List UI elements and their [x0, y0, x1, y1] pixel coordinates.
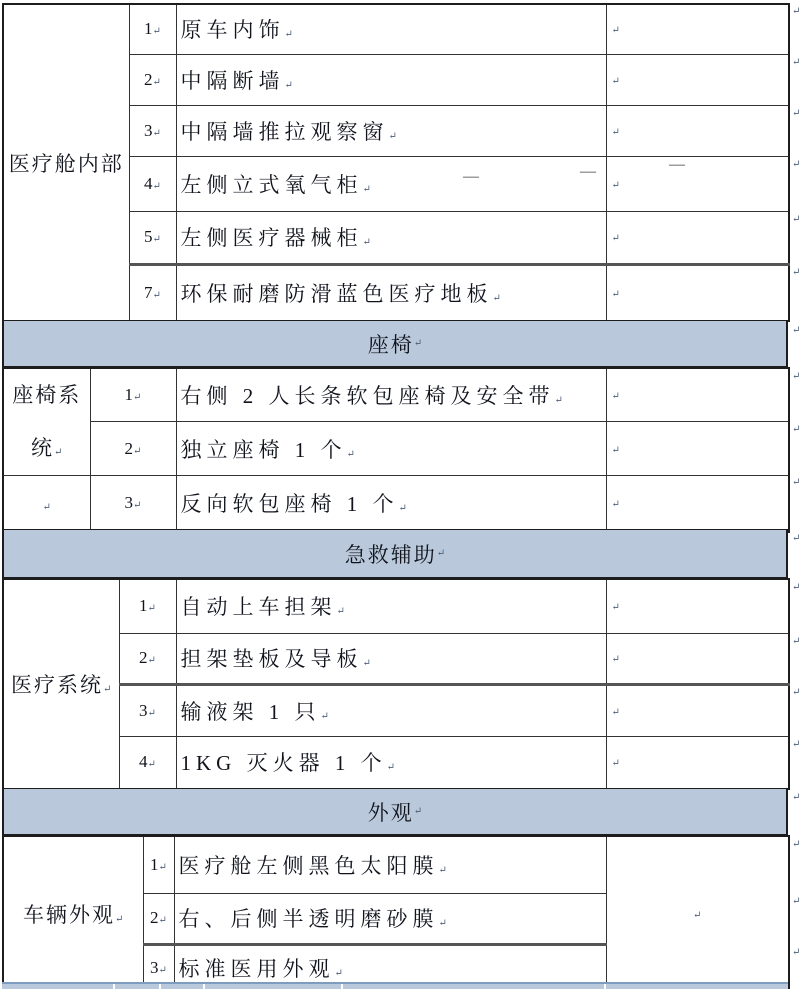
item-cell: 输液架 1 只↵ — [176, 684, 606, 736]
row-number-cell: 3↵ — [119, 684, 176, 736]
paragraph-mark-icon: ↵ — [42, 501, 51, 513]
paragraph-mark-icon: ↵ — [792, 6, 800, 17]
paragraph-mark-icon: ↵ — [792, 477, 800, 488]
row-number-cell: 2↵ — [119, 633, 176, 684]
paragraph-mark-icon: ↵ — [158, 965, 167, 977]
paragraph-mark-icon: ↵ — [792, 947, 800, 958]
paragraph-mark-icon: ↵ — [334, 968, 343, 980]
paragraph-mark-icon: ↵ — [152, 289, 161, 301]
check-cell — [606, 264, 789, 321]
category-cell — [3, 476, 90, 532]
check-cell — [606, 211, 789, 264]
table-row — [3, 684, 789, 736]
row-number-cell: 3↵ — [90, 476, 176, 532]
paragraph-mark-icon: ↵ — [792, 739, 800, 750]
check-cell — [606, 476, 789, 532]
paragraph-mark-icon: ↵ — [147, 655, 156, 666]
item-cell: 原车内饰↵ — [176, 4, 606, 54]
paragraph-mark-icon: ↵ — [554, 395, 563, 407]
cell-border-gap — [341, 984, 343, 989]
row-number-cell: 1↵ — [129, 4, 176, 54]
paragraph-mark-icon: ↵ — [152, 234, 161, 245]
paragraph-mark-icon: ↵ — [346, 448, 355, 460]
paragraph-mark-icon: ↵ — [792, 424, 800, 435]
paragraph-mark-icon: ↵ — [792, 57, 800, 68]
row-number-cell: 2↵ — [143, 893, 174, 944]
paragraph-mark-icon: ↵ — [693, 910, 702, 921]
vehicle-exterior-section-table — [2, 835, 790, 989]
item-cell: 右、后侧半透明磨砂膜↵ — [174, 893, 606, 944]
paragraph-mark-icon: ↵ — [611, 233, 620, 244]
paragraph-mark-icon: ↵ — [792, 636, 800, 647]
item-cell: 左侧医疗器械柜↵ — [176, 211, 606, 264]
table-row — [3, 4, 789, 54]
paragraph-mark-icon: ↵ — [398, 503, 407, 515]
paragraph-mark-icon: ↵ — [152, 180, 161, 192]
paragraph-mark-icon: ↵ — [362, 237, 371, 248]
paragraph-mark-icon: ↵ — [792, 108, 800, 119]
cell-border-gap — [159, 984, 161, 989]
paragraph-mark-icon: ↵ — [611, 75, 620, 87]
paragraph-mark-icon: ↵ — [115, 914, 124, 925]
paragraph-mark-icon: ↵ — [611, 179, 620, 191]
item-cell: 中隔墙推拉观察窗↵ — [176, 105, 606, 156]
check-cell — [606, 633, 789, 684]
cell-border-gap — [203, 984, 205, 989]
table-row — [3, 836, 789, 893]
paragraph-mark-icon: ↵ — [133, 500, 142, 512]
paragraph-mark-icon: ↵ — [792, 792, 800, 803]
paragraph-mark-icon: ↵ — [792, 214, 800, 225]
item-cell: 医疗舱左侧黑色太阳膜↵ — [174, 836, 606, 893]
paragraph-mark-icon: ↵ — [103, 684, 112, 695]
paragraph-mark-icon: ↵ — [54, 447, 63, 458]
paragraph-mark-icon: ↵ — [147, 759, 156, 771]
table-row — [3, 368, 789, 422]
row-number-cell: 4↵ — [129, 156, 176, 211]
cell-border-gap — [113, 984, 115, 989]
paragraph-mark-icon: ↵ — [158, 861, 167, 873]
paragraph-mark-icon: ↵ — [611, 706, 620, 718]
paragraph-mark-icon: ↵ — [284, 29, 293, 41]
paragraph-mark-icon: ↵ — [792, 267, 800, 278]
paragraph-mark-icon: ↵ — [792, 325, 800, 336]
row-number-cell: 7↵ — [129, 264, 176, 321]
paragraph-mark-icon: ↵ — [147, 603, 156, 615]
table-row — [3, 476, 789, 532]
cell-border-gap — [604, 984, 606, 989]
paragraph-mark-icon: ↵ — [611, 499, 620, 511]
paragraph-mark-icon: ↵ — [413, 338, 423, 349]
item-cell: 左侧立式氧气柜↵ — [176, 156, 606, 211]
table-row — [3, 579, 789, 633]
paragraph-mark-icon: ↵ — [386, 762, 395, 774]
paragraph-mark-icon: ↵ — [133, 445, 142, 457]
paragraph-mark-icon: ↵ — [611, 602, 620, 614]
category-cell — [3, 4, 129, 321]
paragraph-mark-icon: ↵ — [413, 806, 423, 817]
paragraph-mark-icon: ↵ — [438, 864, 447, 876]
paragraph-mark-icon: ↵ — [362, 658, 371, 669]
paragraph-mark-icon: ↵ — [388, 130, 397, 142]
category-cell: 座椅系 统↵ — [3, 368, 90, 476]
item-cell: 标准医用外观↵ — [174, 944, 606, 989]
check-cell — [606, 105, 789, 156]
medical-system-section-table — [2, 578, 790, 790]
item-cell: 反向软包座椅 1 个↵ — [176, 476, 606, 532]
paragraph-mark-icon: ↵ — [133, 392, 142, 404]
paragraph-mark-icon: ↵ — [152, 127, 161, 139]
item-cell: 1KG 灭火器 1 个↵ — [176, 736, 606, 789]
category-cell: 车辆外观↵ — [3, 836, 143, 989]
section-header-seats: 座椅 ↵ — [2, 320, 788, 367]
check-cell — [606, 736, 789, 789]
check-cell — [606, 836, 789, 989]
paragraph-mark-icon: ↵ — [611, 288, 620, 300]
next-row-cut-strip — [2, 982, 788, 989]
row-number-cell: 1↵ — [143, 836, 174, 893]
paragraph-mark-icon: ↵ — [284, 79, 293, 91]
paragraph-mark-icon: ↵ — [792, 839, 800, 850]
item-cell: 自动上车担架↵ — [176, 579, 606, 633]
category-cell: 医疗系统↵ — [3, 579, 119, 789]
paragraph-mark-icon: ↵ — [152, 76, 161, 88]
paragraph-mark-icon: ↵ — [438, 918, 447, 929]
paragraph-mark-icon: ↵ — [492, 292, 501, 304]
category-label: 医疗舱内部 — [8, 151, 124, 176]
row-number-cell: 1↵ — [90, 368, 176, 422]
table-row — [3, 422, 789, 476]
paragraph-mark-icon: ↵ — [611, 654, 620, 665]
check-cell — [606, 156, 789, 211]
dash-mark: — — [669, 156, 685, 173]
paragraph-mark-icon: ↵ — [362, 183, 371, 195]
item-cell: 右侧 2 人长条软包座椅及安全带↵ — [176, 368, 606, 422]
check-cell — [606, 422, 789, 476]
row-number-cell: 4↵ — [119, 736, 176, 789]
check-cell — [606, 54, 789, 105]
paragraph-mark-icon: ↵ — [320, 710, 329, 722]
section-header-exterior: 外观 ↵ — [2, 788, 788, 835]
item-cell: 环保耐磨防滑蓝色医疗地板↵ — [176, 264, 606, 321]
check-cell — [606, 579, 789, 633]
paragraph-mark-icon: ↵ — [158, 915, 167, 926]
check-cell — [606, 4, 789, 54]
row-number-cell: 3↵ — [129, 105, 176, 156]
check-cell — [606, 368, 789, 422]
table-row — [3, 736, 789, 789]
table-row — [3, 633, 789, 684]
item-cell: 独立座椅 1 个↵ — [176, 422, 606, 476]
paragraph-mark-icon: ↵ — [792, 159, 800, 170]
paragraph-mark-icon: ↵ — [611, 126, 620, 138]
paragraph-mark-icon: ↵ — [152, 26, 161, 38]
row-number-cell: 3↵ — [143, 944, 174, 989]
dash-mark: — — [580, 163, 596, 180]
row-number-cell: 2↵ — [90, 422, 176, 476]
paragraph-mark-icon: ↵ — [611, 444, 620, 456]
row-number-cell: 5↵ — [129, 211, 176, 264]
section-header-first-aid: 急救辅助 ↵ — [2, 529, 788, 578]
item-cell: 担架垫板及导板↵ — [176, 633, 606, 684]
paragraph-mark-icon: ↵ — [792, 371, 800, 382]
paragraph-mark-icon: ↵ — [792, 687, 800, 698]
paragraph-mark-icon: ↵ — [792, 896, 800, 907]
paragraph-mark-icon: ↵ — [336, 606, 345, 618]
row-number-cell: 2↵ — [129, 54, 176, 105]
item-cell: 中隔断墙↵ — [176, 54, 606, 105]
paragraph-mark-icon: ↵ — [792, 533, 800, 544]
paragraph-mark-icon: ↵ — [611, 25, 620, 37]
paragraph-mark-icon: ↵ — [611, 391, 620, 403]
check-cell — [606, 684, 789, 736]
paragraph-mark-icon: ↵ — [436, 548, 446, 559]
paragraph-mark-icon: ↵ — [147, 707, 156, 719]
paragraph-mark-icon: ↵ — [792, 582, 800, 593]
seat-system-section-table — [2, 367, 790, 533]
row-number-cell: 1↵ — [119, 579, 176, 633]
dash-mark: — — [463, 168, 479, 185]
paragraph-mark-icon: ↵ — [611, 758, 620, 770]
